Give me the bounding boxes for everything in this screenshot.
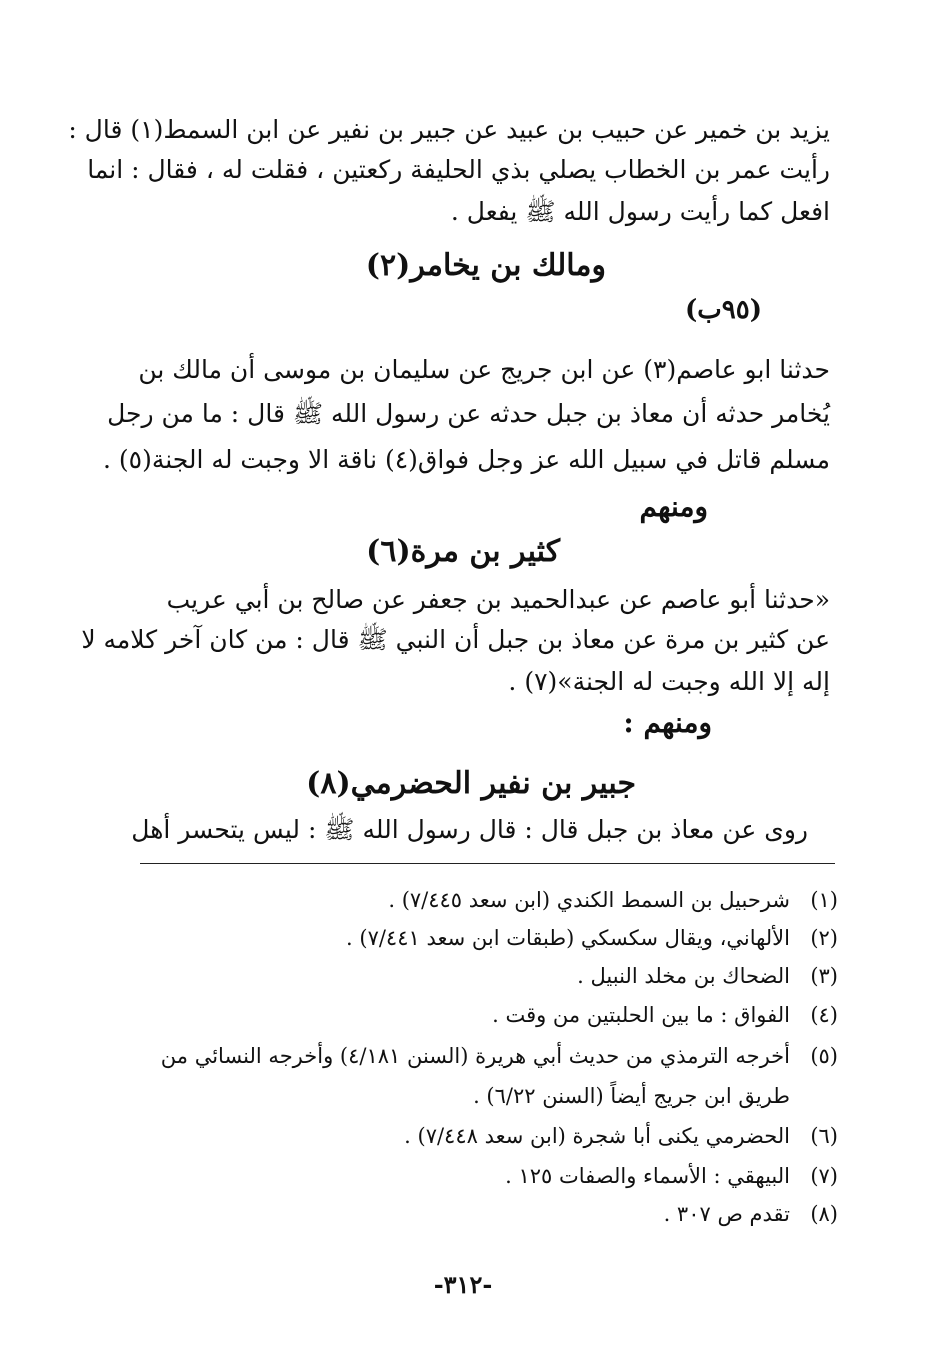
section-heading: كثير بن مرة(٦): [366, 534, 560, 569]
footnote-text: الألهاني، ويقال سكسكي (طبقات ابن سعد ٧/٤٤١) .: [346, 926, 790, 950]
footnote-number: (٥): [810, 1044, 838, 1068]
body-line: رأيت عمر بن الخطاب يصلي بذي الحليفة ركعتين ، فقلت له ، فقال : انما: [87, 155, 830, 184]
body-line: إله إلا الله وجبت له الجنة»(٧) .: [508, 667, 830, 696]
page-number: -٣١٢-: [433, 1270, 493, 1299]
footnote-text: أخرجه الترمذي من حديث أبي هريرة (السنن ٤/١٨١) وأخرجه النسائي من: [160, 1044, 790, 1068]
body-line: مسلم قاتل في سبيل الله عز وجل فواق(٤) ناقة الا وجبت له الجنة(٥) .: [102, 445, 830, 474]
section-heading: جبير بن نفير الحضرمي(٨): [306, 766, 636, 801]
footnote-separator: [140, 863, 835, 864]
body-line: «حدثنا أبو عاصم عن عبدالحميد بن جعفر عن صالح بن أبي عريب: [166, 585, 830, 614]
footnote: [577, 960, 838, 992]
footnote-number: (٣): [810, 964, 838, 988]
footnote-text: تقدم ص ٣٠٧ .: [663, 1202, 790, 1226]
subheading: ومنهم :: [623, 706, 712, 739]
subheading: ومنهم: [639, 490, 708, 523]
footnote: [388, 884, 838, 916]
footnote: [404, 1120, 838, 1152]
footnote: [492, 999, 838, 1031]
footnote: [505, 1160, 838, 1192]
footnote-text: شرحبيل بن السمط الكندي (ابن سعد ٧/٤٤٥) .: [388, 888, 790, 912]
footnote: [664, 1198, 838, 1230]
body-line: يُخامر حدثه أن معاذ بن جبل حدثه عن رسول الله ﷺ قال : ما من رجل: [107, 399, 830, 428]
footnote-number: (١): [810, 888, 838, 912]
footnote-number: (٧): [810, 1164, 838, 1188]
body-line: عن كثير بن مرة عن معاذ بن جبل أن النبي ﷺ قال : من كان آخر كلامه لا: [81, 625, 830, 654]
footnote-continuation: طريق ابن جريج أيضاً (السنن ٦/٢٢) .: [473, 1084, 790, 1108]
footnote: [161, 1040, 838, 1072]
footnote-number: (٨): [810, 1202, 838, 1226]
footnote-text: البيهقي : الأسماء والصفات ١٢٥ .: [505, 1164, 790, 1188]
footnote-text: الحضرمي يكنى أبا شجرة (ابن سعد ٧/٤٤٨) .: [404, 1124, 790, 1148]
footnote-text: الفواق : ما بين الحلبتين من وقت .: [492, 1003, 790, 1027]
body-line: يزيد بن خمير عن حبيب بن عبيد عن جبير بن نفير عن ابن السمط(١) قال :: [68, 115, 830, 144]
section-heading: ومالك بن يخامر(٢): [365, 248, 606, 283]
body-line: افعل كما رأيت رسول الله ﷺ يفعل .: [450, 197, 830, 226]
body-line: حدثنا ابو عاصم(٣) عن ابن جريج عن سليمان بن موسى أن مالك بن: [138, 355, 830, 384]
footnote: [346, 922, 838, 954]
body-line: روى عن معاذ بن جبل قال : قال رسول الله ﷺ : ليس يتحسر أهل: [131, 815, 808, 844]
folio-reference: (٩٥ب): [684, 295, 762, 325]
footnote-number: (٤): [810, 1003, 838, 1027]
footnote-number: (٢): [810, 926, 838, 950]
footnote-number: (٦): [810, 1124, 838, 1148]
footnote-text: الضحاك بن مخلد النبيل .: [577, 964, 790, 988]
